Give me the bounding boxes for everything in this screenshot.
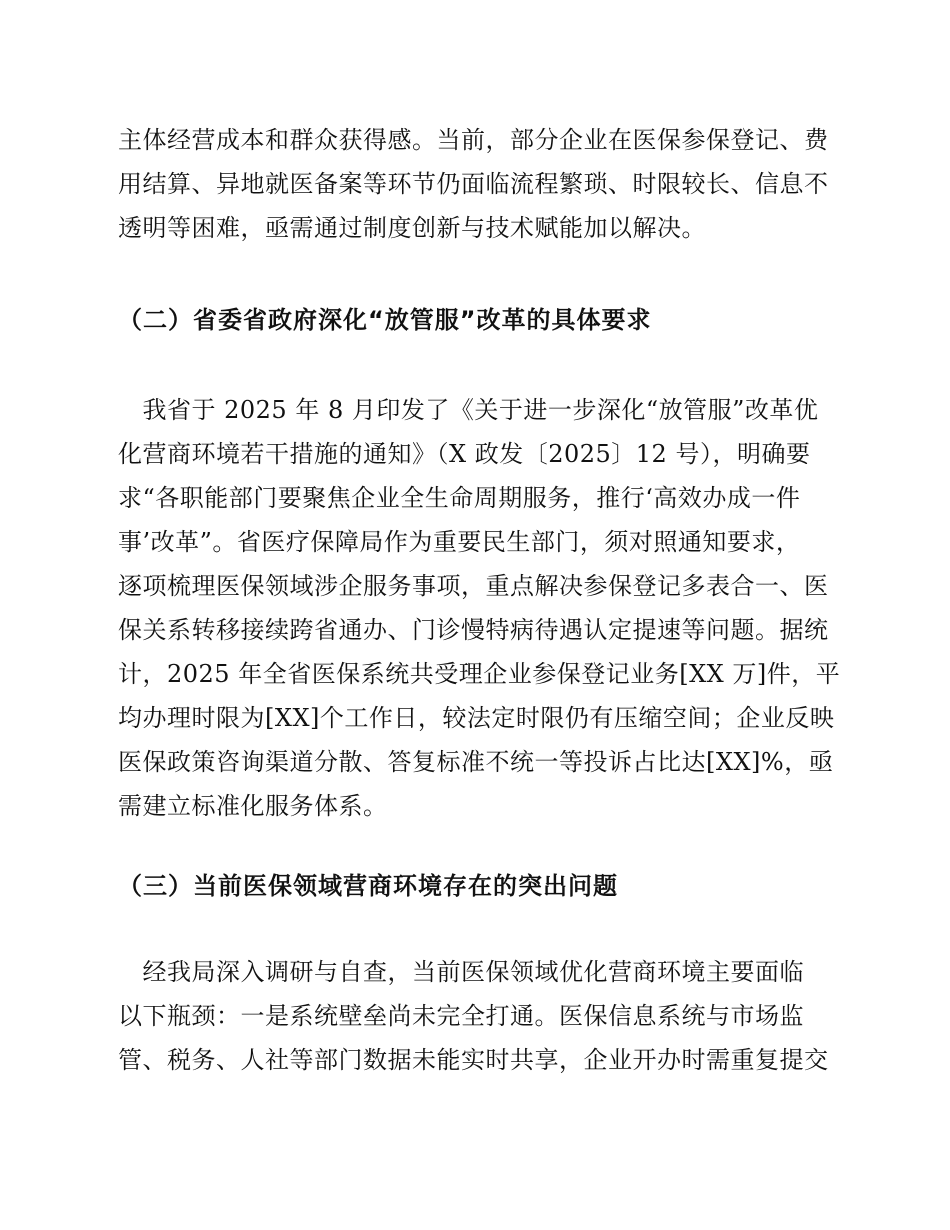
paragraph-line: 管、税务、人社等部门数据未能实时共享，企业开办时需重复提交: [118, 1046, 829, 1074]
paragraph-line: 需建立标准化服务体系。: [118, 792, 388, 820]
paragraph-line: 医保政策咨询渠道分散、答复标准不统一等投诉占比达[XX]%，亟: [118, 748, 834, 776]
section-heading-2: （二）省委省政府深化“放管服”改革的具体要求: [118, 306, 652, 334]
paragraph-line: 求“各职能部门要聚焦企业全生命周期服务，推行‘高效办成一件: [118, 484, 801, 512]
paragraph-line: 均办理时限为[XX]个工作日，较法定时限仍有压缩空间；企业反映: [118, 704, 835, 732]
paragraph-line: 保关系转移接续跨省通办、门诊慢特病待遇认定提速等问题。据统: [118, 616, 829, 644]
paragraph-line: 主体经营成本和群众获得感。当前，部分企业在医保参保登记、费: [118, 126, 829, 154]
paragraph-line: 我省于 2025 年 8 月印发了《关于进一步深化“放管服”改革优: [118, 396, 819, 424]
paragraph-line: 以下瓶颈：一是系统壁垒尚未完全打通。医保信息系统与市场监: [118, 1002, 804, 1030]
paragraph-line: 经我局深入调研与自查，当前医保领域优化营商环境主要面临: [118, 958, 804, 986]
paragraph-3: [118, 950, 838, 1082]
section-heading-3: （三）当前医保领域营商环境存在的突出问题: [118, 872, 618, 900]
paragraph-2: [118, 388, 841, 828]
paragraph-line: 计，2025 年全省医保系统共受理企业参保登记业务[XX 万]件，平: [118, 660, 841, 688]
paragraph-line: 事’改革”。省医疗保障局作为重要民生部门，须对照通知要求，: [118, 528, 801, 556]
paragraph-1: [118, 118, 838, 250]
paragraph-line: 化营商环境若干措施的通知》（X 政发〔2025〕12 号），明确要: [118, 440, 811, 468]
paragraph-line: 用结算、异地就医备案等环节仍面临流程繁琐、时限较长、信息不: [118, 170, 829, 198]
paragraph-line: 透明等困难，亟需通过制度创新与技术赋能加以解决。: [118, 214, 706, 242]
paragraph-line: 逐项梳理医保领域涉企服务事项，重点解决参保登记多表合一、医: [118, 572, 829, 600]
